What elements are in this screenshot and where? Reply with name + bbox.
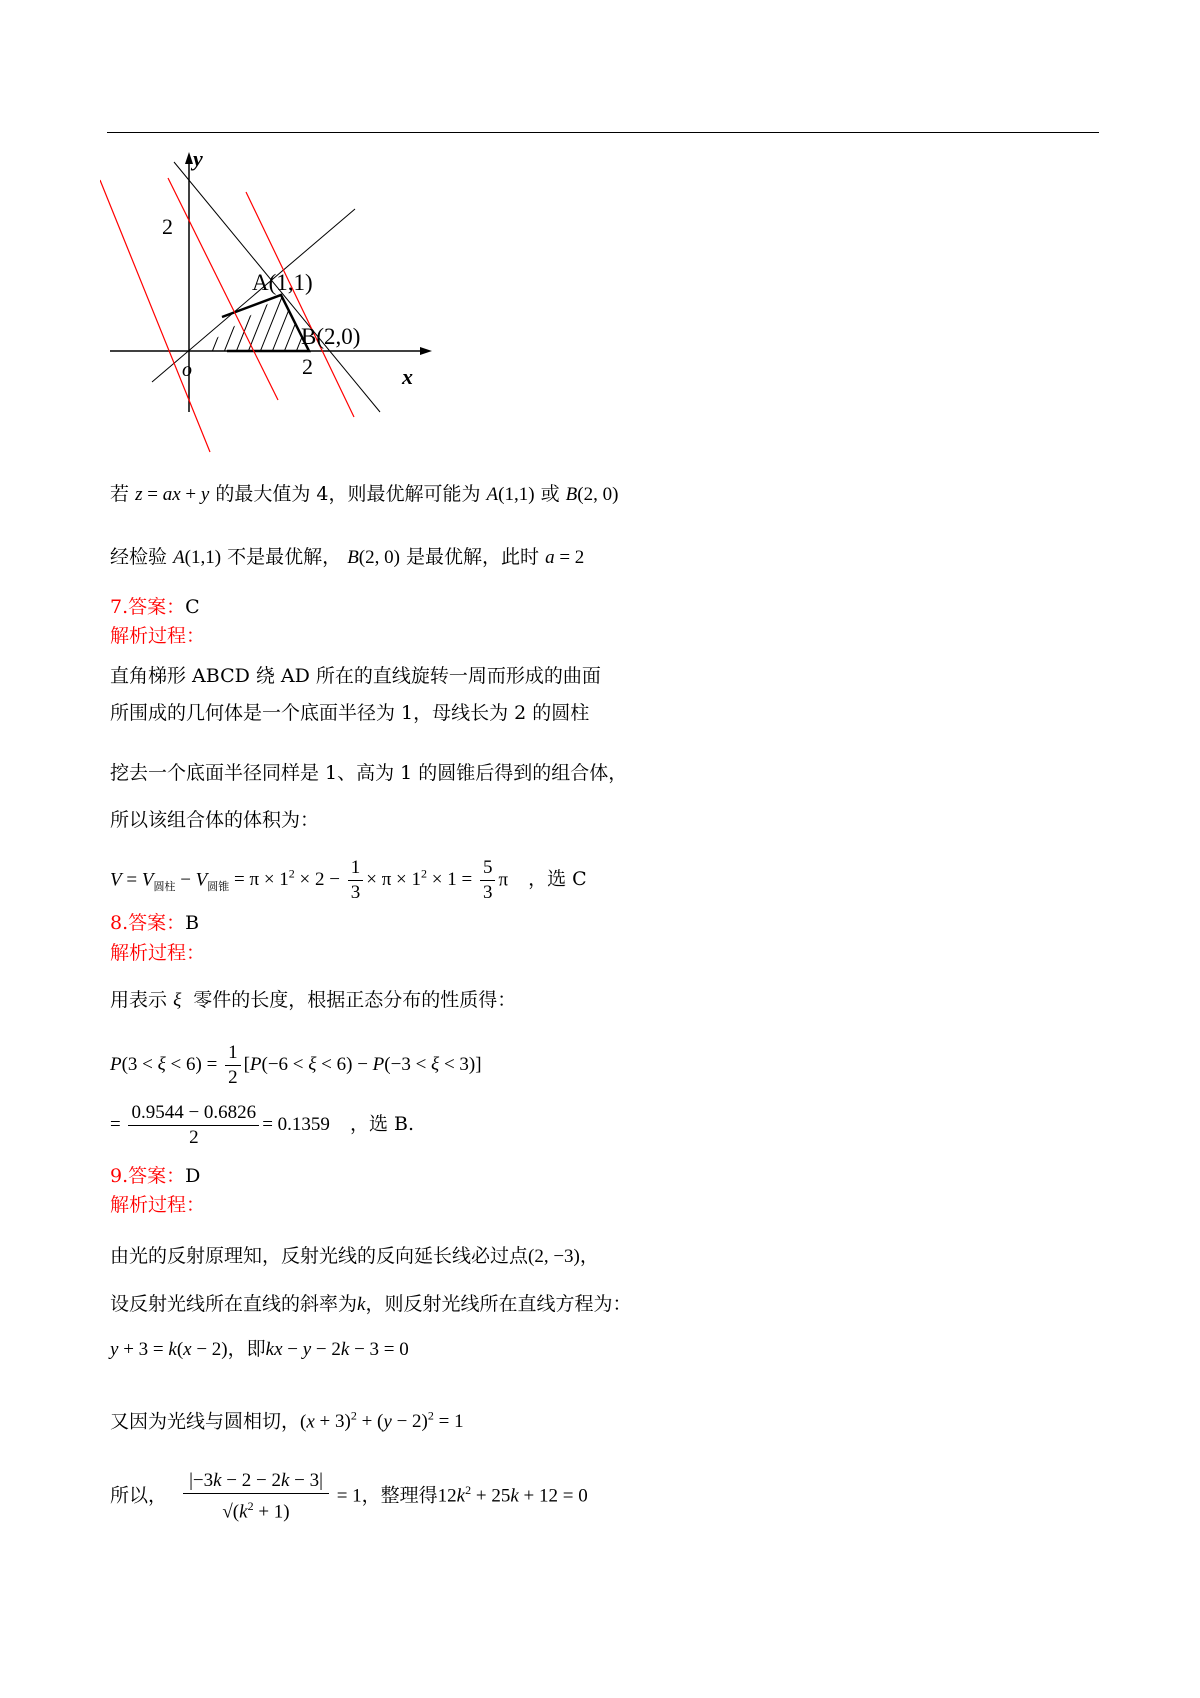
formula-z: z — [135, 484, 143, 505]
q7-text-line-1: 直角梯形 ABCD 绕 AD 所在的直线旋转一周而形成的曲面 — [110, 665, 601, 687]
q7-text-line-4: 所以该组合体的体积为： — [110, 809, 320, 831]
q9-distance-equation: 所以， $\frac{|-3k - 2 - 2k - 3|}{√(k^2 + 1)}$ = 1，整理得$12k^2 + 25k + 12 = 0$ — [110, 1469, 588, 1522]
q8-result-formula: = $\frac{0.9544 - 0.6826}{2}$ = 0.1359 ，选 B. — [110, 1101, 414, 1148]
q7-text-line-3: 挖去一个底面半径同样是 1、高为 1 的圆锥后得到的组合体， — [110, 762, 628, 784]
header-rule — [107, 132, 1099, 133]
q9-text-line-1: 由光的反射原理知，反射光线的反向延长线必过点(2, −3)， — [110, 1245, 599, 1267]
q6-line2: 经检验 A(1,1) 不是最优解， B(2, 0) 是最优解，此时 a = 2 — [110, 546, 585, 568]
q8-analysis-label: 解析过程： — [110, 942, 206, 964]
y-axis-arrow — [185, 152, 193, 164]
q8-text-line-1: 用表示 ξ 零件的长度，根据正态分布的性质得： — [110, 989, 517, 1011]
q9-answer: 9.答案：D — [110, 1165, 201, 1187]
point-b-label: B(2,0) — [301, 324, 361, 349]
q9-circle-equation: 又因为光线与圆相切，$(x + 3)^2 + (y - 2)^2 = 1$ — [110, 1409, 464, 1433]
point-a-label: A(1,1) — [252, 270, 313, 295]
q9-line-equation: y + 3 = k(x − 2)，即kx − y − 2k − 3 = 0 — [110, 1338, 409, 1360]
x-axis-arrow — [420, 347, 432, 355]
q7-volume-formula: $V = V_{圆柱} - V_{圆锥} = \pi \times 1^2 \times 2$ − $\frac{1}{3}$ × $\pi \times 1^2 \times 1$ = $\frac{5}{3}$ π ，选 C — [110, 856, 587, 903]
q7-text-line-2: 所围成的几何体是一个底面半径为 1，母线长为 2 的圆柱 — [110, 702, 590, 724]
y-axis-label: y — [193, 152, 203, 171]
level-line-1 — [100, 180, 210, 452]
q7-analysis-label: 解析过程： — [110, 625, 206, 647]
x-axis-label: x — [402, 364, 413, 389]
q9-analysis-label: 解析过程： — [110, 1194, 206, 1216]
x-tick-2: 2 — [302, 354, 313, 379]
q8-probability-formula: P(3 < ξ < 6) = $\frac{1}{2}$ [P(−6 < ξ < 6) − P(−3 < ξ < 3)] — [110, 1041, 482, 1088]
q7-answer: 7.答案：C — [110, 596, 200, 618]
level-line-3 — [246, 192, 354, 417]
region-border — [222, 295, 309, 351]
coordinate-graph — [100, 152, 480, 462]
q9-text-line-2: 设反射光线所在直线的斜率为k，则反射光线所在直线方程为： — [110, 1293, 632, 1315]
y-tick-2: 2 — [162, 214, 173, 239]
q6-line1: 若 z = ax + y 的最大值为 4，则最优解可能为 A(1,1) 或 B(2, 0) — [110, 483, 619, 505]
q8-answer: 8.答案：B — [110, 912, 200, 934]
origin-label: o — [182, 359, 192, 381]
